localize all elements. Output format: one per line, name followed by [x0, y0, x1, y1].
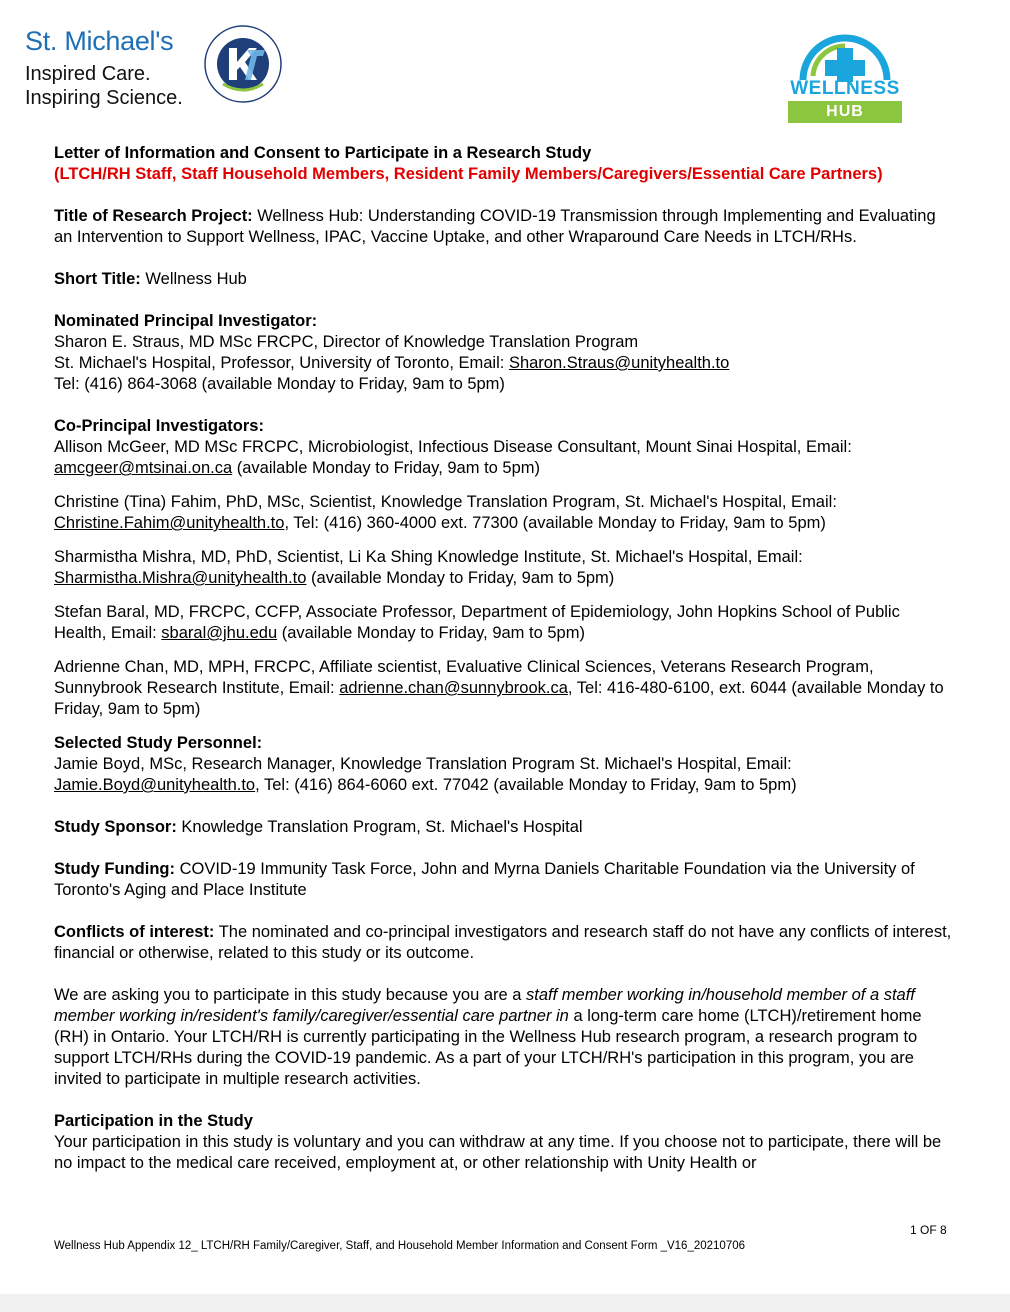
st-michaels-name: St. Michael's [25, 26, 174, 56]
hub-word: HUB [788, 101, 902, 123]
copi-email-link[interactable]: sbaral@jhu.edu [161, 624, 278, 642]
copi-email-link[interactable]: amcgeer@mtsinai.on.ca [54, 459, 233, 477]
sponsor-label: Study Sponsor: [54, 818, 177, 836]
page-number: 1 OF 8 [910, 1223, 947, 1237]
project-title-text: Wellness Hub: Understanding COVID-19 Transmission through Implementing and Evaluating an Intervention to Support Wellness, IPAC, Vaccine Uptake, and other Wraparound Care Needs in LTCH/RHs. [54, 207, 936, 246]
footer-document-title: Wellness Hub Appendix 12_ LTCH/RH Family/Caregiver, Staff, and Household Member Information and Consent Form _V16_20210706 [54, 1240, 746, 1252]
copi-item-mishra [54, 547, 954, 589]
conflicts-label: Conflicts of interest: [54, 923, 215, 941]
kt-program-logo-icon [203, 24, 283, 104]
conflicts-text: The nominated and co-principal investigators and research staff do not have any conflicts of interest, financial or otherwise, related to this study or its outcome. [54, 923, 952, 962]
copi-item-after: (available Monday to Friday, 9am to 5pm) [306, 569, 615, 587]
study-funding [54, 859, 954, 901]
letter-subtitle: (LTCH/RH Staff, Staff Household Members, Resident Family Members/Caregivers/Essential Care Partners) [54, 165, 883, 183]
asking-paragraph [54, 985, 954, 1090]
wellness-hub-logo [785, 26, 905, 126]
participation-heading: Participation in the Study [54, 1112, 253, 1130]
copi-item-text: Adrienne Chan, MD, MPH, FRCPC, Affiliate scientist, Evaluative Clinical Sciences, Veterans Research Program, Sunnybrook Research Institute, Email: [54, 658, 874, 697]
project-title-label: Title of Research Project: [54, 207, 253, 225]
copi-email-link[interactable]: adrienne.chan@sunnybrook.ca [339, 679, 568, 697]
copi-email-link[interactable]: Sharmistha.Mishra@unityhealth.to [54, 569, 307, 587]
npi-line-3: Tel: (416) 864-3068 (available Monday to Friday, 9am to 5pm) [54, 375, 505, 393]
npi-line-2-text: St. Michael's Hospital, Professor, University of Toronto, Email: [54, 354, 509, 372]
letter-title: Letter of Information and Consent to Participate in a Research Study [54, 144, 592, 162]
letter-body [54, 143, 954, 1174]
asking-italic: staff member working in/household member of a staff member working in/resident's family/caregiver/essential care partner in [54, 986, 915, 1025]
personnel-after: , Tel: (416) 864-6060 ext. 77042 (available Monday to Friday, 9am to 5pm) [255, 776, 797, 794]
npi-line-1: Sharon E. Straus, MD MSc FRCPC, Director of Knowledge Translation Program [54, 333, 639, 351]
copi-email-link[interactable]: Christine.Fahim@unityhealth.to [54, 514, 285, 532]
sponsor-text: Knowledge Translation Program, St. Michael's Hospital [176, 818, 583, 836]
short-title [54, 269, 954, 290]
funding-label: Study Funding: [54, 860, 175, 878]
st-michaels-tagline-2: Inspiring Science. [25, 87, 183, 109]
copi-item-after: , Tel: 416-480-6100, ext. 6044 (available Monday to Friday, 9am to 5pm) [54, 679, 944, 718]
copi-item-text: Sharmistha Mishra, MD, PhD, Scientist, Li Ka Shing Knowledge Institute, St. Michael's Hospital, Email: [54, 548, 803, 566]
asking-before: We are asking you to participate in this study because you are a [54, 986, 527, 1004]
wellness-word: WELLNESS [790, 78, 900, 99]
copi-item-chan [54, 657, 954, 720]
copi-item-after: (available Monday to Friday, 9am to 5pm) [277, 624, 585, 642]
copi-item-mcgeer [54, 437, 954, 479]
st-michaels-logo [25, 26, 183, 110]
st-michaels-tagline-1: Inspired Care. [25, 63, 151, 85]
copi-item-after: (available Monday to Friday, 9am to 5pm) [232, 459, 540, 477]
copi-item-text: Christine (Tina) Fahim, PhD, MSc, Scientist, Knowledge Translation Program, St. Michael's Hospital, Email: [54, 493, 837, 511]
copi-item-fahim [54, 492, 954, 534]
funding-text: COVID-19 Immunity Task Force, John and Myrna Daniels Charitable Foundation via the University of Toronto's Aging and Place Institute [54, 860, 915, 899]
copi-heading: Co-Principal Investigators: [54, 417, 264, 435]
conflicts-of-interest [54, 922, 954, 964]
npi-heading: Nominated Principal Investigator: [54, 312, 318, 330]
personnel-text: Jamie Boyd, MSc, Research Manager, Knowledge Translation Program St. Michael's Hospital, Email: [54, 755, 792, 773]
asking-after: a long-term care home (LTCH)/retirement home (RH) in Ontario. Your LTCH/RH is currently participating in the Wellness Hub research program, a research program to support LTCH/RHs during the COVID-19 pandemic. As a part of your LTCH/RH's participation in this program, you are invited to participate in multiple research activities. [54, 1007, 922, 1088]
study-sponsor [54, 817, 954, 838]
participation-text: Your participation in this study is voluntary and you can withdraw at any time. If you choose not to participate, there will be no impact to the medical care received, employment at, or other relationship with Unity Health or [54, 1133, 942, 1172]
npi-line-2 [54, 353, 954, 374]
short-title-label: Short Title: [54, 270, 141, 288]
copi-item-baral [54, 602, 954, 644]
copi-item-text: Stefan Baral, MD, FRCPC, CCFP, Associate Professor, Department of Epidemiology, John Hopkins School of Public Health, Email: [54, 603, 900, 642]
personnel-item [54, 754, 954, 796]
project-title [54, 206, 954, 248]
short-title-text: Wellness Hub [140, 270, 247, 288]
bottom-bar [0, 1294, 1010, 1312]
wellness-hub-cross-icon [785, 26, 905, 82]
npi-email-link[interactable]: Sharon.Straus@unityhealth.to [508, 354, 730, 372]
copi-item-after: , Tel: (416) 360-4000 ext. 77300 (available Monday to Friday, 9am to 5pm) [284, 514, 826, 532]
personnel-email-link[interactable]: Jamie.Boyd@unityhealth.to [54, 776, 256, 794]
copi-item-text: Allison McGeer, MD MSc FRCPC, Microbiologist, Infectious Disease Consultant, Mount Sinai Hospital, Email: [54, 438, 852, 456]
personnel-heading: Selected Study Personnel: [54, 734, 263, 752]
